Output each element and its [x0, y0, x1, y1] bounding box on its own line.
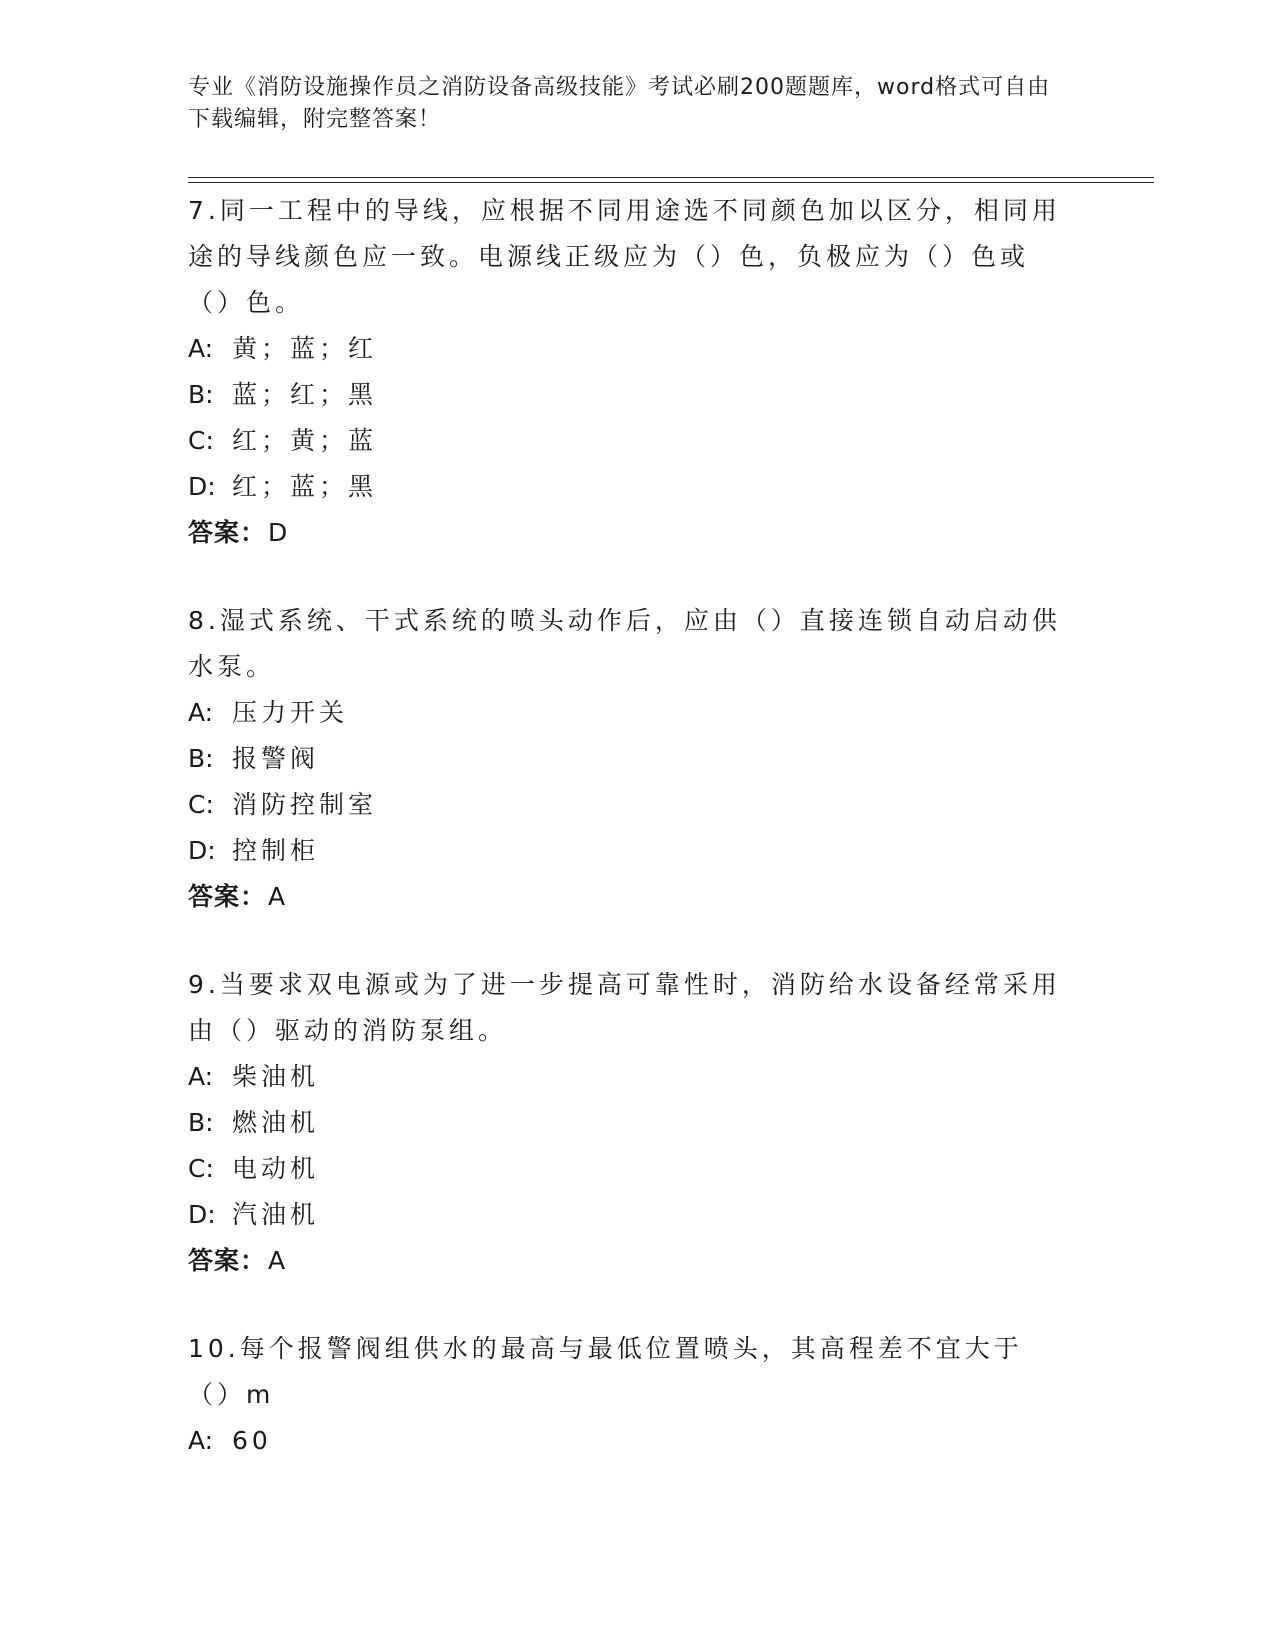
document-header: 专业《消防设施操作员之消防设备高级技能》考试必刷200题题库，word格式可自由下载编辑，附完整答案！ [188, 75, 1051, 132]
option-text: 燃油机 [232, 1108, 320, 1137]
option-c [188, 782, 1068, 828]
option-b [188, 372, 1068, 418]
question-7 [188, 188, 1068, 556]
option-d [188, 1192, 1068, 1238]
option-key: D: [188, 836, 216, 865]
option-text: 汽油机 [232, 1200, 320, 1229]
option-key: B: [188, 1108, 214, 1137]
option-a [188, 1054, 1068, 1100]
option-key: B: [188, 380, 214, 409]
answer-value: D [268, 518, 289, 547]
option-d [188, 828, 1068, 874]
option-text: 红；黄；蓝 [232, 426, 378, 455]
option-c [188, 418, 1068, 464]
option-text: 消防控制室 [232, 790, 378, 819]
option-key: B: [188, 744, 214, 773]
answer-label: 答案： [188, 1246, 267, 1275]
question-10 [188, 1326, 1068, 1464]
option-key: D: [188, 1200, 216, 1229]
answer-line [188, 510, 1068, 556]
question-stem: 10.每个报警阀组供水的最高与最低位置喷头，其高程差不宜大于（）m [188, 1334, 1023, 1409]
question-stem: 9.当要求双电源或为了进一步提高可靠性时，消防给水设备经常采用由（）驱动的消防泵组。 [188, 970, 1061, 1045]
option-text: 60 [232, 1426, 272, 1455]
option-key: C: [188, 426, 214, 455]
question-9 [188, 962, 1068, 1284]
header-divider-bottom [188, 182, 1154, 183]
option-text: 蓝；红；黑 [232, 380, 378, 409]
option-text: 控制柜 [232, 836, 320, 865]
option-b [188, 1100, 1068, 1146]
option-b [188, 736, 1068, 782]
option-text: 电动机 [232, 1154, 320, 1183]
option-key: A: [188, 1426, 214, 1455]
option-d [188, 464, 1068, 510]
question-stem: 7.同一工程中的导线，应根据不同用途选不同颜色加以区分，相同用途的导线颜色应一致。电源线正级应为（）色，负极应为（）色或（）色。 [188, 196, 1061, 317]
answer-label: 答案： [188, 518, 267, 547]
answer-value: A [268, 1246, 287, 1275]
option-key: A: [188, 698, 214, 727]
option-key: A: [188, 334, 214, 363]
header-divider-top [188, 177, 1154, 178]
option-text: 黄；蓝；红 [232, 334, 378, 363]
option-text: 压力开关 [232, 698, 349, 727]
option-a [188, 1418, 1068, 1464]
option-text: 报警阀 [232, 744, 320, 773]
option-a [188, 690, 1068, 736]
option-key: D: [188, 472, 216, 501]
option-key: A: [188, 1062, 214, 1091]
answer-line [188, 1238, 1068, 1284]
option-c [188, 1146, 1068, 1192]
question-stem: 8.湿式系统、干式系统的喷头动作后，应由（）直接连锁自动启动供水泵。 [188, 606, 1061, 681]
answer-line [188, 874, 1068, 920]
option-key: C: [188, 1154, 214, 1183]
option-text: 柴油机 [232, 1062, 320, 1091]
answer-label: 答案： [188, 882, 267, 911]
option-key: C: [188, 790, 214, 819]
answer-value: A [268, 882, 287, 911]
option-a [188, 326, 1068, 372]
question-8 [188, 598, 1068, 920]
option-text: 红；蓝；黑 [232, 472, 378, 501]
